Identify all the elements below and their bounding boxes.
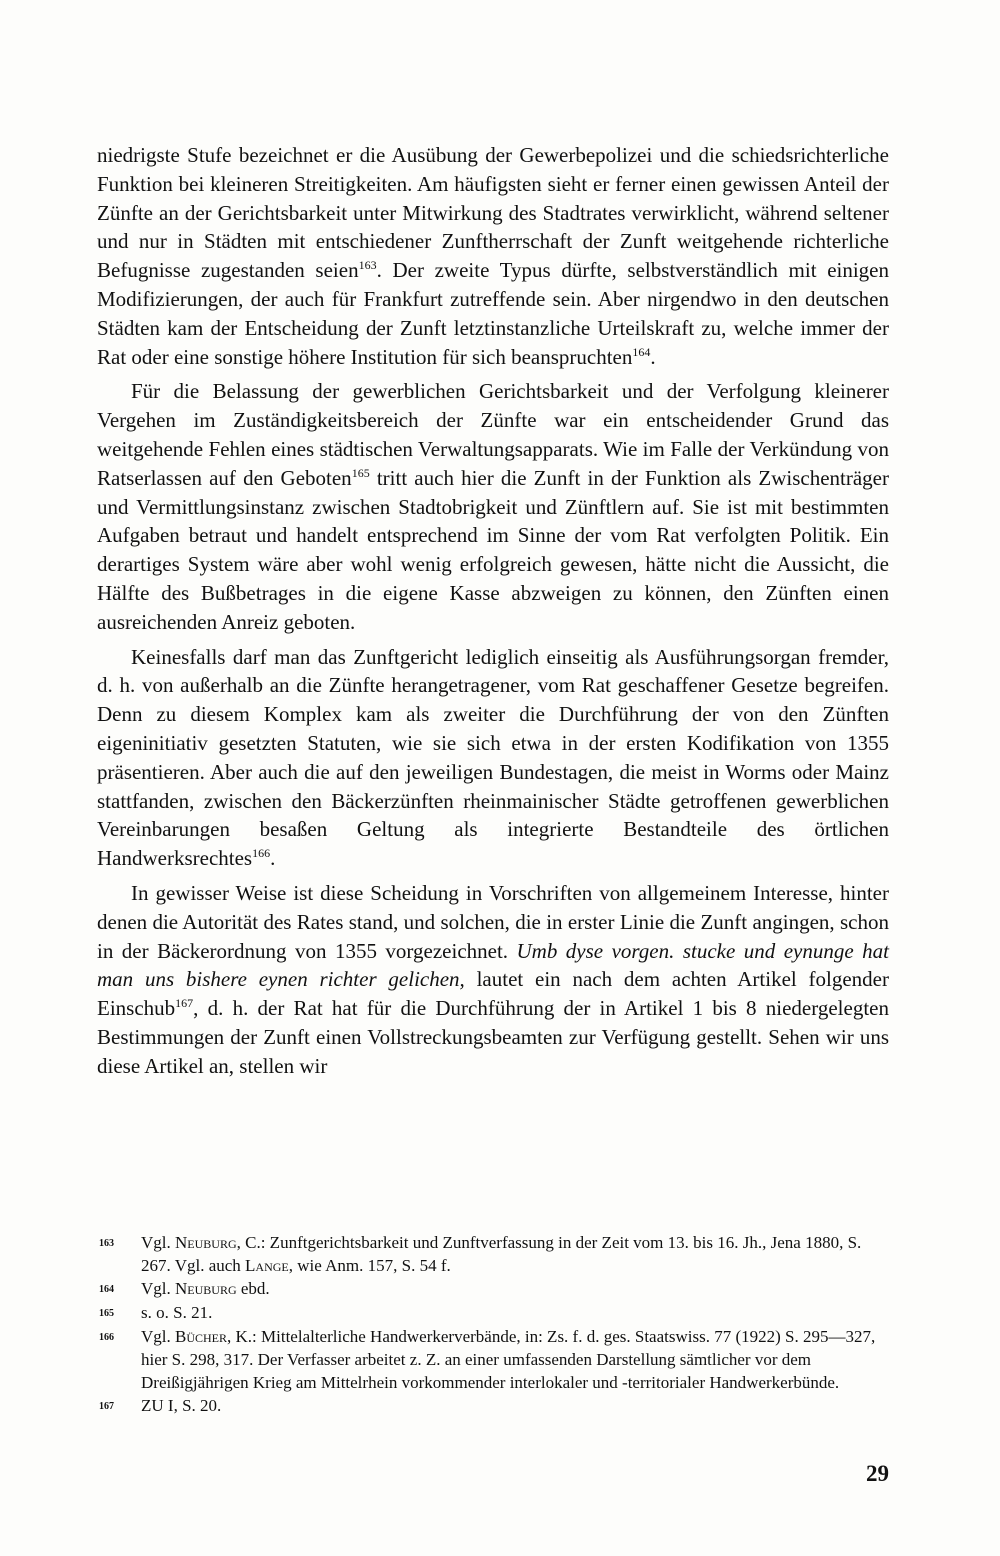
footnote-reference: 166 xyxy=(252,846,271,861)
footnote-reference: 167 xyxy=(175,996,194,1011)
text-run: Vgl. xyxy=(141,1327,175,1346)
text-run: , K.: Mittelalterliche Handwerkerverbände, in: Zs. f. d. ges. Staatswiss. 77 (1922) S. 295—327, hier S. 298, 317. Der Verfasser arbeitet z. Z. an einer umfassenden Darstellung sämtlicher vor dem Dreißigjährigen Krieg am Mittelrhein vorkommender interlokaler und -territorialer Handwerkerbünde. xyxy=(141,1327,876,1392)
footnote xyxy=(99,1394,889,1418)
text-run: Vgl. xyxy=(141,1233,175,1252)
text-run: tritt auch hier die Zunft in der Funktion als Zwischenträger und Vermittlungsinstanz zwischen Stadtobrigkeit und Zünftlern auf. Sie ist mit bestimmten Aufgaben betraut und handelt entsprechend im Sinne der vom Rat verfolgten Politik. Ein derartiges System wäre aber wohl wenig erfolgreich gewesen, hätte nicht die Aussicht, die Hälfte des Bußbetrages in die eigene Kasse abzweigen zu können, den Zünften einen ausreichenden Anreiz geboten. xyxy=(97,465,889,634)
footnote xyxy=(99,1301,889,1325)
footnote-number: 166 xyxy=(99,1332,114,1343)
footnote xyxy=(99,1231,889,1277)
text-run: . xyxy=(650,344,656,369)
text-run: niedrigste Stufe bezeichnet er die Ausübung der Gewerbepolizei und die schiedsrichterliche Funktion bei kleineren Streitigkeiten. Am häufigsten sieht er ferner einen gewissen Anteil der Zünfte an der Gerichtsbarkeit unter Mitwirkung des Stadtrates verwirklicht, während seltener und nur in Städten mit entschiedener Zunftherrschaft der Zunft weitgehende richterliche Befugnisse zugestanden seien xyxy=(97,143,889,283)
footnote xyxy=(99,1277,889,1301)
footnote-text xyxy=(141,1325,889,1394)
text-run: . Der zweite Typus dürfte, selbstverständlich mit einigen Modifizierungen, der auch für Frankfurt zutreffende sein. Aber nirgendwo in den deutschen Städten kam der Entscheidung der Zunft letztinstanzliche Urteilskraft zu, welche immer der Rat oder eine sonstige höhere Institution für sich beanspruchten xyxy=(97,258,889,369)
author-name: Lange xyxy=(245,1256,289,1275)
footnote-text xyxy=(141,1277,889,1301)
text-run: ebd. xyxy=(236,1279,270,1298)
text-run: . xyxy=(270,846,276,871)
text-run: s. o. S. 21. xyxy=(141,1303,213,1322)
paragraph xyxy=(97,643,889,873)
footnote-reference: 163 xyxy=(358,258,377,273)
paragraph xyxy=(97,879,889,1081)
footnote-number: 163 xyxy=(99,1238,114,1249)
footnote xyxy=(99,1325,889,1394)
paragraph xyxy=(97,141,889,371)
footnote-text xyxy=(141,1394,889,1418)
text-run: , d. h. der Rat hat für die Durchführung der in Artikel 1 bis 8 niedergelegten Bestimmungen der Zunft einen Vollstreckungsbeamten zur Verfügung gestellt. Sehen wir uns diese Artikel an, stellen wir xyxy=(97,996,889,1078)
author-name: Bücher xyxy=(175,1327,228,1346)
text-run: ZU I, S. 20. xyxy=(141,1396,222,1415)
footnote-number: 164 xyxy=(99,1284,114,1295)
paragraph xyxy=(97,377,889,636)
text-run: Vgl. xyxy=(141,1279,175,1298)
text-run: , C.: Zunftgerichtsbarkeit und Zunftverfassung in der Zeit vom 13. bis 16. Jh., Jena 1880, S. 267. Vgl. auch xyxy=(141,1233,862,1275)
text-run: Für die Belassung der gewerblichen Gerichtsbarkeit und der Verfolgung kleinerer Vergehen im Zuständigkeitsbereich der Zünfte war ein entscheidender Grund das weitgehende Fehlen eines städtischen Verwaltungsapparats. Wie im Falle der Verkündung von Ratserlassen auf den Geboten xyxy=(97,379,889,490)
footnotes-section xyxy=(99,1231,889,1418)
footnote-text xyxy=(141,1231,889,1277)
body-text xyxy=(97,141,889,1081)
text-run: Keinesfalls darf man das Zunftgericht lediglich einseitig als Ausführungsorgan fremder, d. h. von außerhalb an die Zünfte herangetragener, vom Rat geschaffener Gesetze begreifen. Denn zu diesem Komplex kam als zweiter die Durchführung der von den Zünften eigeninitiativ gesetzten Statuten, wie sie sich etwa in der ersten Kodifikation von 1355 präsentieren. Aber auch die auf den jeweiligen Bundestagen, die meist in Worms oder Mainz stattfanden, zwischen den Bäckerzünften rheinmainischer Städte getroffenen gewerblichen Vereinbarungen besaßen Geltung als integrierte Bestandteile des örtlichen Handwerksrechtes xyxy=(97,644,889,871)
text-run: lautet ein nach dem achten Artikel folgender Einschub xyxy=(97,967,889,1021)
text-run: In gewisser Weise ist diese Scheidung in Vorschriften von allgemeinem Interesse, hinter denen die Autorität des Rates stand, und solchen, die in erster Linie die Zunft angingen, schon in der Bäckerordnung von 1355 vorgezeichnet. xyxy=(97,880,889,963)
footnote-text xyxy=(141,1301,889,1325)
author-name: Neuburg xyxy=(175,1233,237,1252)
author-name: Neuburg xyxy=(175,1279,237,1298)
footnote-reference: 164 xyxy=(632,344,651,359)
footnote-reference: 165 xyxy=(351,465,370,480)
footnote-number: 167 xyxy=(99,1401,114,1412)
page-number: 29 xyxy=(866,1461,889,1486)
quotation-italic: Umb dyse vorgen. stucke und eynunge hat man uns bishere eynen richter gelichen, xyxy=(97,938,889,992)
text-run: , wie Anm. 157, S. 54 f. xyxy=(288,1256,451,1275)
footnote-number: 165 xyxy=(99,1308,114,1319)
